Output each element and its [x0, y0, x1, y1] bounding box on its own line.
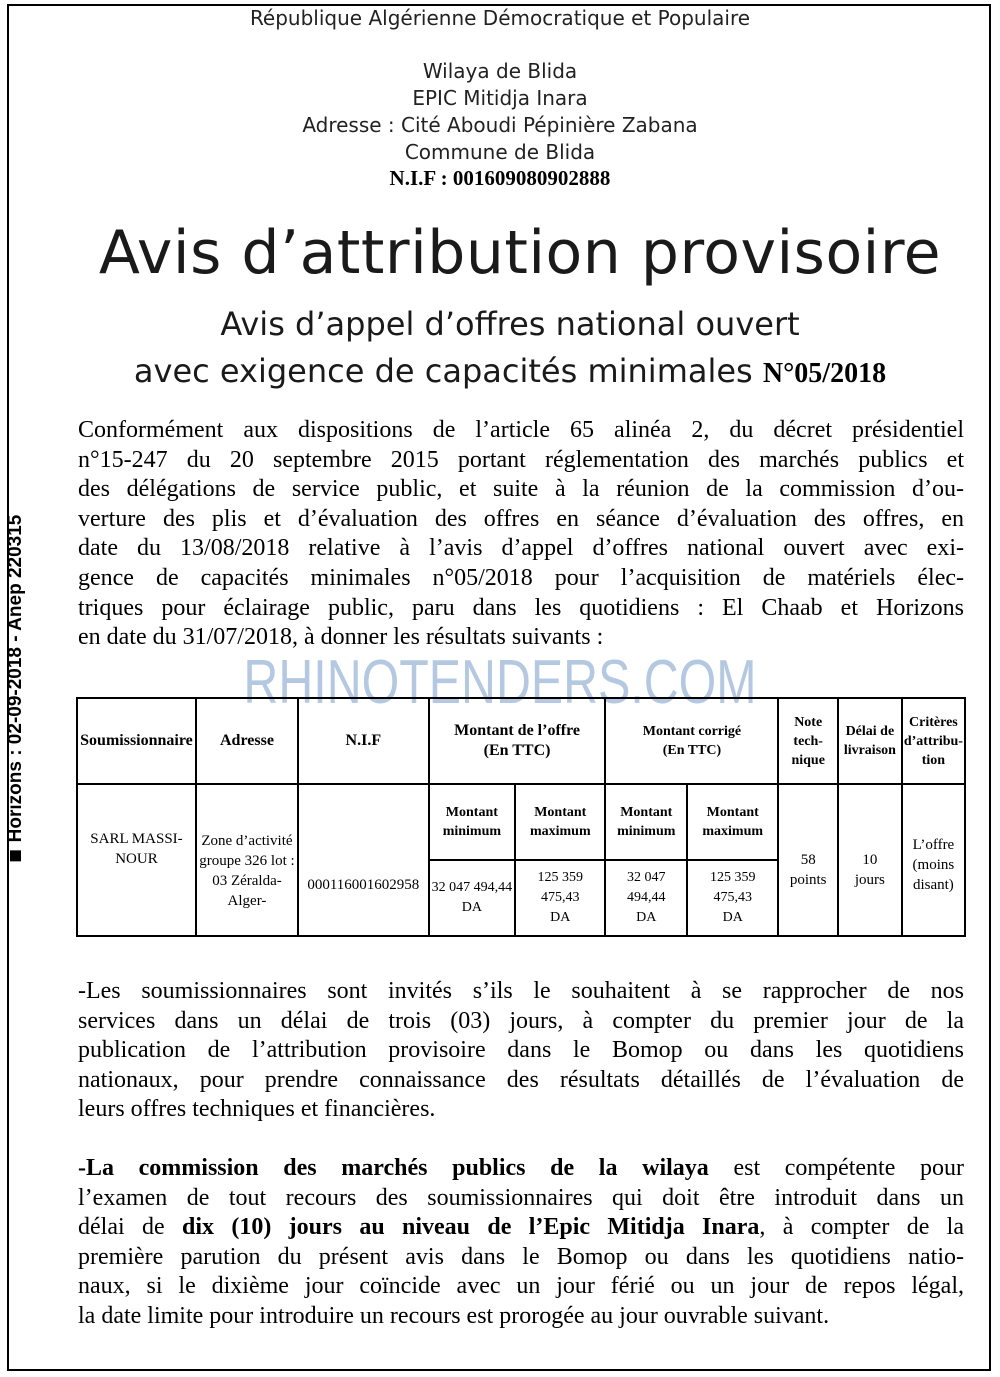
header-criteres-line: d’attribu-: [903, 733, 963, 749]
header-wilaya: Wilaya de Blida: [422, 59, 578, 83]
subheader-offre-min: [429, 784, 515, 860]
intro-paragraph: [78, 416, 964, 653]
header-montant-offre-label: Montant de l’offre: [454, 722, 581, 739]
table-header-row: [77, 698, 965, 784]
cell-line: points: [789, 872, 827, 888]
header-adresse: Adresse: [196, 698, 298, 784]
recourse-line: [78, 1213, 964, 1243]
cell-note: [778, 784, 838, 936]
recourse-bold: -La commission des marchés publics de la wilaya: [78, 1155, 709, 1181]
subtitle-line-1: Avis d’appel d’offres national ouvert: [220, 305, 800, 343]
cell-soumissionnaire: [77, 784, 196, 936]
subheader-line: minimum: [442, 824, 502, 839]
subtitle-line-2: [40, 352, 980, 390]
subheader-line: Montant: [706, 805, 759, 820]
header-montant-offre: [429, 698, 606, 784]
recourse-text: , à compter de la: [759, 1214, 965, 1241]
contact-line: nationaux, pour prendre connaissance des résultats détaillés de l’évaluation de: [78, 1066, 964, 1093]
cell-currency: DA: [461, 900, 482, 915]
cell-line: 58: [800, 852, 816, 868]
cell-amount: 32 047 494,44: [627, 870, 666, 905]
header-delai: [838, 698, 902, 784]
table-subheader-row: [77, 784, 965, 860]
header-note-line: nique: [791, 752, 825, 768]
cell-amount: 32 047 494,44: [431, 880, 513, 895]
header-epic: EPIC Mitidja Inara: [412, 86, 588, 110]
recourse-line: première parution du présent avis dans le Bomop ou dans les quotidiens natio-: [78, 1243, 964, 1270]
cell-delai: [838, 784, 902, 936]
header-criteres-line: tion: [921, 752, 946, 768]
header-montant-corrige-label: Montant corrigé: [642, 724, 742, 739]
recourse-line: l’examen de tout recours des soumissionnaires qui doit être introduit dans un: [78, 1184, 964, 1211]
recourse-text: est compétente pour: [708, 1155, 965, 1181]
subheader-line: Montant: [534, 805, 587, 820]
subtitle-text: avec exigence de capacités minimales: [133, 352, 753, 390]
tender-number: N°05/2018: [762, 358, 887, 389]
recourse-line: [78, 1154, 964, 1184]
cell-line: (moins: [912, 857, 955, 873]
subheader-corr-min: [605, 784, 687, 860]
cell-line: disant): [912, 877, 954, 893]
cell-line: Zone d’activité: [201, 833, 293, 849]
subheader-line: maximum: [529, 824, 591, 839]
contact-line: publication de l’attribution provisoire dans le Bomop ou dans les quotidiens: [78, 1037, 964, 1064]
cell-currency: DA: [636, 910, 657, 925]
cell-line: jours: [854, 872, 885, 888]
intro-line: triques pour éclairage public, paru dans les quotidiens : El Chaab et Horizons: [78, 594, 964, 621]
cell-line: 03 Zéralda-: [212, 873, 282, 889]
header-commune: Commune de Blida: [404, 140, 596, 164]
contact-line: services dans un délai de trois (03) jours, à compter du premier jour de la: [78, 1007, 964, 1034]
subheader-line: maximum: [702, 824, 764, 839]
intro-line: des délégations de service public, et suite à la réunion de la commission d’ou-: [78, 476, 964, 503]
watermark: RHINOTENDERS.COM: [243, 648, 757, 717]
cell-line: L’offre: [912, 837, 955, 853]
page-title: Avis d’attribution provisoire: [98, 218, 942, 288]
cell-offre-min: [429, 860, 515, 936]
cell-line: NOUR: [115, 851, 158, 867]
header-montant-corrige: [605, 698, 778, 784]
intro-line: n°15-247 du 20 septembre 2015 portant réglementation des marchés publics et: [78, 446, 964, 473]
contact-line: -Les soumissionnaires sont invités s’ils le souhaitent à se rapprocher de nos: [78, 978, 964, 1004]
recourse-line: naux, si le dixième jour coïncide avec un jour férié ou un jour de repos légal,: [78, 1273, 964, 1300]
intro-line: Conformément aux dispositions de l’article 65 alinéa 2, du décret présidentiel: [78, 417, 964, 443]
cell-amount: 125 359 475,43: [709, 870, 756, 905]
subheader-line: minimum: [617, 824, 676, 839]
recourse-line: la date limite pour introduire un recours est prorogée au jour ouvrable suivant.: [78, 1302, 830, 1329]
header-montant-offre-unit: (En TTC): [483, 742, 551, 759]
header-note-line: Note tech-: [793, 714, 823, 749]
header-nif: N.I.F: [298, 698, 429, 784]
cell-line: groupe 326 lot :: [199, 853, 295, 869]
sidebar-text: Horizons : 02-09-2018 - Anep 220315: [5, 514, 26, 843]
header-montant-corrige-unit: (En TTC): [662, 743, 722, 758]
cell-amount: 125 359 475,43: [537, 870, 584, 905]
recourse-bold: dix (10) jours au niveau de l’Epic Mitidja Inara: [181, 1214, 760, 1241]
intro-line: gence de capacités minimales n°05/2018 pour l’acquisition de matériels élec-: [78, 564, 964, 591]
header-note-technique: [778, 698, 838, 784]
contact-paragraph: [78, 977, 964, 1125]
cell-line: SARL MASSI-: [90, 831, 183, 847]
intro-line: en date du 31/07/2018, à donner les résultats suivants :: [78, 624, 604, 651]
header-nif: N.I.F : 001609080902888: [389, 166, 611, 190]
results-table: [76, 697, 966, 937]
subheader-line: Montant: [620, 805, 673, 820]
recourse-text: délai de: [78, 1214, 182, 1241]
cell-currency: DA: [550, 910, 571, 925]
publication-sidebar: [5, 515, 27, 862]
square-bullet-icon: [10, 850, 21, 861]
recourse-paragraph: [78, 1154, 964, 1332]
cell-corr-min: [605, 860, 687, 936]
subheader-line: Montant: [445, 805, 498, 820]
cell-critere: [902, 784, 965, 936]
cell-corr-max: [687, 860, 778, 936]
intro-line: date du 13/08/2018 relative à l’avis d’appel d’offres national ouvert avec exi-: [78, 535, 964, 562]
cell-nif: 000116001602958: [298, 784, 429, 936]
header-delai-line: livraison: [843, 743, 896, 758]
cell-line: 10: [862, 852, 878, 868]
cell-line: Alger-: [227, 893, 267, 909]
cell-adresse: [196, 784, 298, 936]
header-criteres-line: Critères: [909, 714, 958, 730]
header-soumissionnaire: Soumissionnaire: [77, 698, 196, 784]
cell-offre-max: [515, 860, 605, 936]
header-criteres: [902, 698, 965, 784]
intro-line: verture des plis et d’évaluation des offres en séance d’évaluation des offres, en: [78, 505, 964, 532]
header-republic: République Algérienne Démocratique et Populaire: [249, 6, 751, 30]
contact-line: leurs offres techniques et financières.: [78, 1096, 436, 1123]
cell-currency: DA: [722, 910, 743, 925]
subheader-offre-max: [515, 784, 605, 860]
subheader-corr-max: [687, 784, 778, 860]
header-address: Adresse : Cité Aboudi Pépinière Zabana: [302, 113, 698, 137]
header-delai-line: Délai de: [845, 724, 895, 739]
